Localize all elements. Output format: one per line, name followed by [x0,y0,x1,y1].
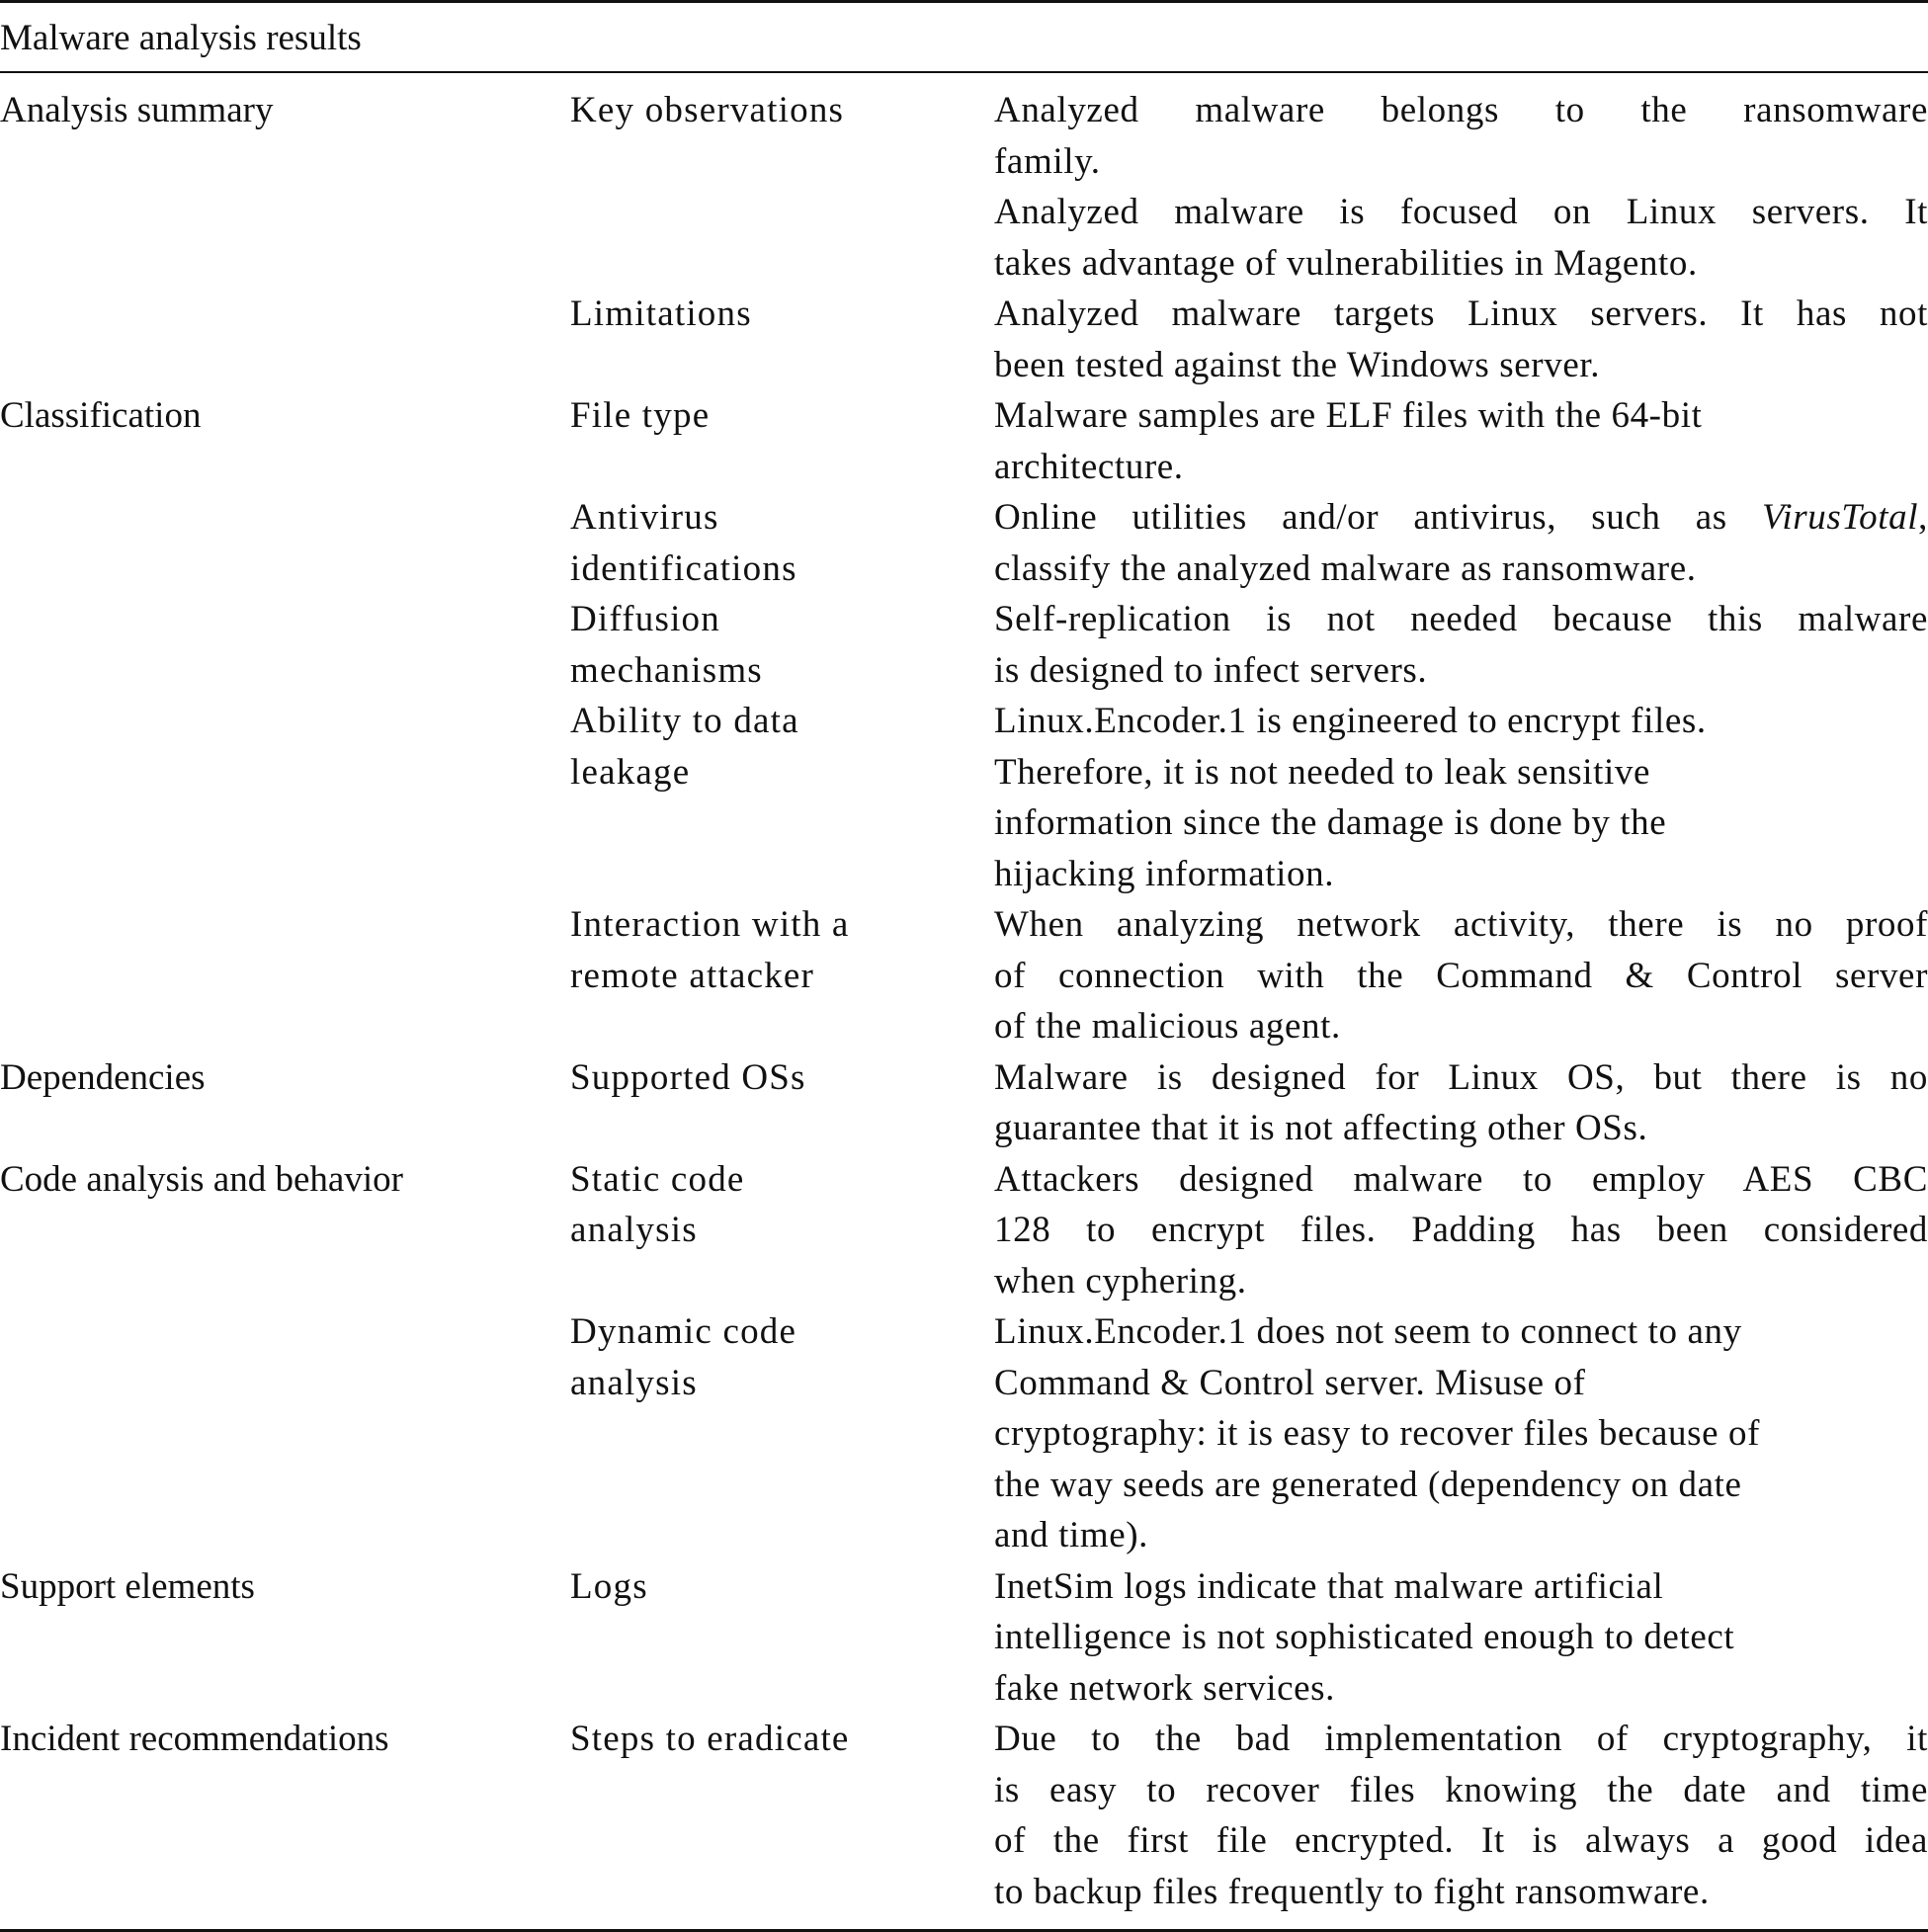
description-cell: Attackers designed malware to employ AES CBC 128 to encrypt files. Padding has been considered when cyphering. [994,1158,1928,1302]
aspect-cell: Key observations [570,90,845,130]
table-row [0,289,1928,390]
table-top-rule [0,0,1928,3]
table-row [0,492,1928,594]
table-row [0,899,1928,1052]
aspect-cell: Antivirus identifications [570,497,797,589]
analysis-table [0,85,1928,1917]
aspect-cell: Limitations [570,294,752,334]
virustotal-name: VirusTotal [1761,497,1919,538]
aspect-cell: Supported OSs [570,1056,806,1098]
category-cell: Analysis summary [0,90,274,130]
description-cell: Malware samples are ELF files with the 64-bit architecture. [994,395,1703,487]
description-first-line: Online utilities and/or antivirus, such as VirusTotal, [994,497,1928,538]
aspect-cell: Dynamic code analysis [570,1311,797,1403]
aspect-cell: File type [570,395,711,436]
aspect-cell: Interaction with a remote attacker [570,904,850,996]
description-cell: InetSim logs indicate that malware artificial intelligence is not sophisticated enough to detect fake network services. [994,1565,1735,1709]
table-row [0,390,1928,492]
description-cell: Linux.Encoder.1 is engineered to encrypt files. Therefore, it is not needed to leak sensitive information since the damage is done by the hijacking information. [994,701,1707,894]
description-cell: Analyzed malware targets Linux servers. It has not been tested against the Windows server. [994,294,1928,385]
aspect-cell: Steps to eradicate [570,1719,850,1759]
table-caption: Malware analysis results [0,18,362,58]
category-cell: Classification [0,395,202,436]
category-cell: Dependencies [0,1056,206,1098]
category-cell: Incident recommendations [0,1719,389,1759]
aspect-cell: Static code analysis [570,1158,745,1250]
table-row [0,85,1928,289]
table-row [0,1561,1928,1715]
description-cell: Linux.Encoder.1 does not seem to connect to any Command & Control server. Misuse of cryptography: it is easy to recover files because of the way seeds are generated (dependency on date and time). [994,1311,1761,1555]
category-cell: Support elements [0,1565,255,1607]
aspect-cell: Logs [570,1565,648,1607]
table-row [0,594,1928,696]
description-cell: Self-replication is not needed because this malware is designed to infect servers. [994,599,1928,691]
description-cell: When analyzing network activity, there is no proof of connection with the Command & Control server of the malicious agent. [994,904,1928,1047]
category-cell: Code analysis and behavior [0,1158,403,1200]
description-cell: Online utilities and/or antivirus, such as VirusTotal, classify the analyzed malware as ransomware. [994,492,1928,594]
table-row [0,1306,1928,1561]
table-row [0,696,1928,899]
description-cell: Malware is designed for Linux OS, but there is no guarantee that it is not affecting other OSs. [994,1056,1928,1148]
description-cell: Analyzed malware belongs to the ransomware family. Analyzed malware is focused on Linux servers. It takes advantage of vulnerabilities in Magento. [994,90,1928,284]
description-cell: Due to the bad implementation of cryptography, it is easy to recover files knowing the date and time of the first file encrypted. It is always a good idea to backup files frequently to fight ransomware. [994,1719,1928,1912]
caption-rule [0,71,1928,73]
table-row [0,1154,1928,1307]
aspect-cell: Ability to data leakage [570,701,799,793]
table-row [0,1052,1928,1154]
table-row [0,1714,1928,1917]
aspect-cell: Diffusion mechanisms [570,599,763,691]
